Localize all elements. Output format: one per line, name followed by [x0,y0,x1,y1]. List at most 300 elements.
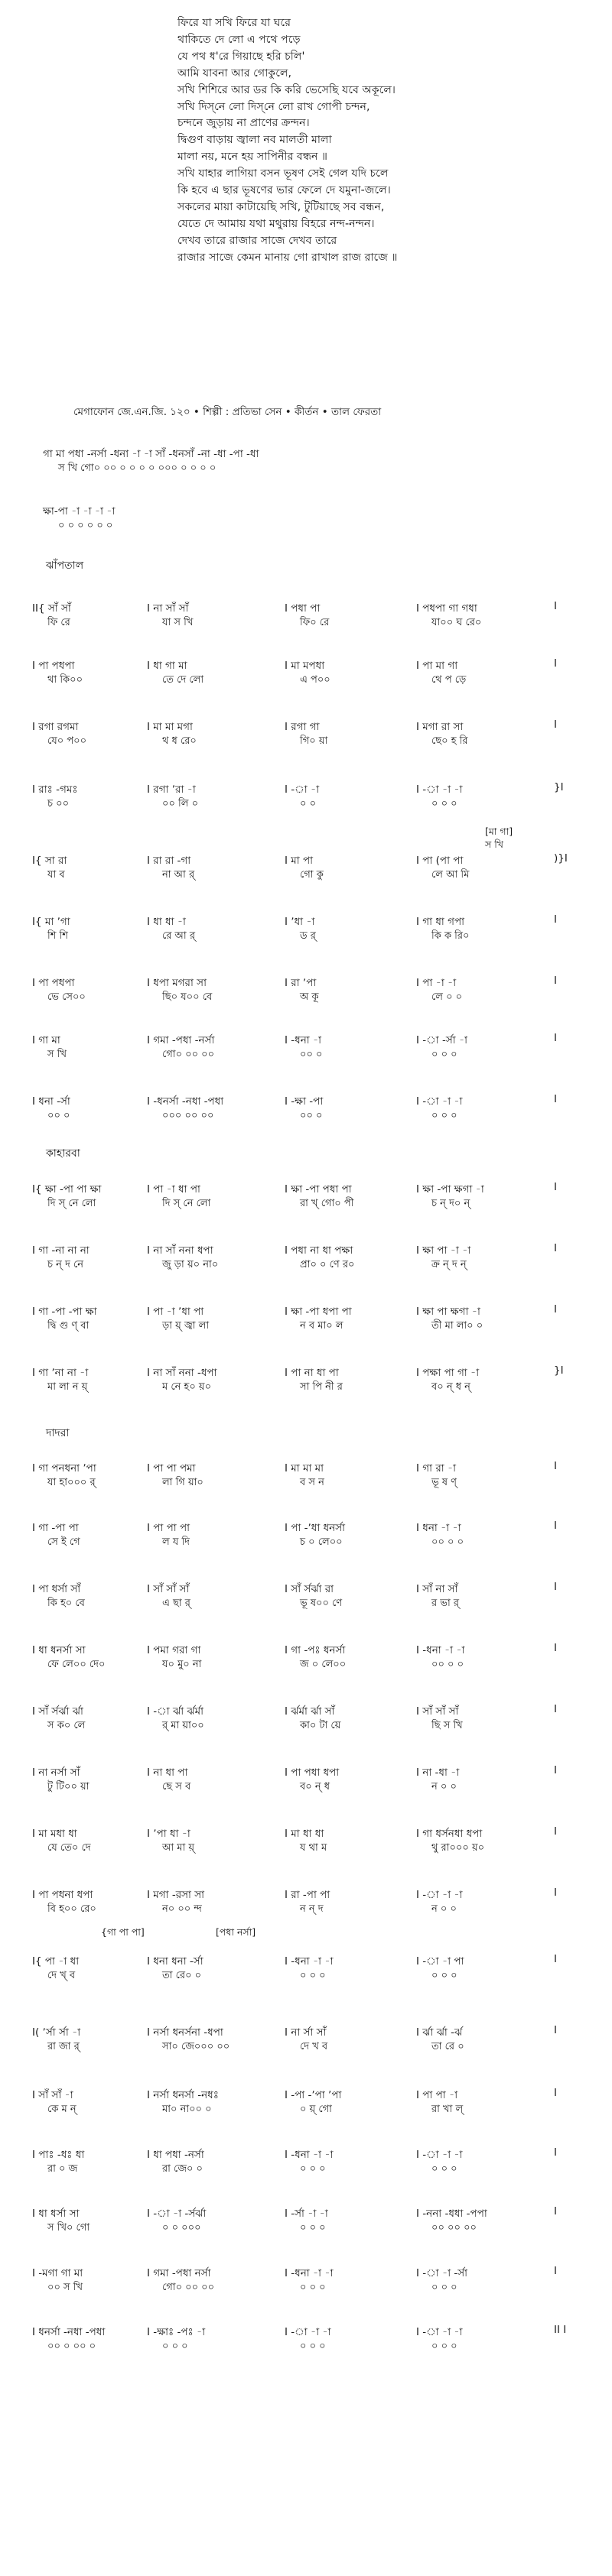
bani-line [0,1475,612,1491]
bani-group: তী মা লা০ ০ [431,1320,483,1332]
swara-group: I মগা রা সা [416,721,464,733]
swara-group: I গা -না না না [32,1244,90,1257]
bani-group: ন০ ০০ ন্দ [162,1903,202,1915]
swara-group: I -ধনা -া -া [285,1955,334,1968]
swara-group: I রাঃ -গমঃ [32,784,78,796]
bani-group: ০ ০ ০ [431,1049,457,1060]
swara-group: I{ পা -া ধা [32,1955,80,1968]
bani-line [0,1780,612,1795]
swara-group: I মা মধা ধা [32,1828,77,1840]
bani-group: ভূ ষ ণ্‌ [431,1477,457,1488]
swara-line [0,2205,612,2221]
bani-group: কি হ০ বে [47,1598,85,1609]
swara-group: I পা -া ধা পা [147,1183,200,1196]
ornament-note: [মা গা] স খি [485,826,513,850]
bani-group: ০০ ০ ০ [431,1536,464,1548]
bani-group: ফি রে [47,617,70,628]
swara-group: I না র্সা সাঁ [285,2026,327,2039]
bani-group: চ ০ লে০০ [300,1536,343,1548]
swara-group: I ধা গা মা [147,660,187,672]
bani-group: লে আ মি [431,869,470,881]
swara-line [0,1887,612,1902]
bani-group: ০ ০ ০ [431,1110,457,1121]
swara-group: I -পা -ʼপা ʼপা [285,2089,342,2101]
bani-group: দে খ্‌ ব [47,1970,76,1981]
bani-line [0,615,612,631]
bani-line [0,2221,612,2236]
swara-group: I গা পনধনা ʼপা [32,1462,96,1475]
swara-line [0,446,612,461]
bani-line [0,1596,612,1611]
swara-group: I গা -পঃ ধনর্সা [285,1644,346,1656]
swara-group: I সাঁ না সাঁ [416,1583,458,1595]
bani-group: রে আ র্ [162,930,196,942]
bani-group: ০ ০ ০ [162,2341,188,2352]
bani-group: ০ ০ ০ [431,798,457,809]
bani-group: মা০ না০০ ০ [162,2104,212,2115]
bani-group: ছে স ব [162,1781,191,1792]
bani-group: রা খ্‌ গো০ পী [300,1198,354,1209]
swara-group: I গা ধর্সনধা ধপা [416,1828,483,1840]
tala-label: কাহারবা [46,1147,80,1160]
bani-group: ভে সে০০ [47,991,86,1003]
bani-group: ফে লে০০ দে০ [47,1659,106,1670]
bani-group: যা স খি [162,617,194,628]
bani-group: য থা ম [300,1842,327,1854]
bani-group: যা০০ ঘ রে০ [431,617,482,628]
swara-group: I -মগা গা মা [32,2267,83,2279]
swara-line [0,913,612,929]
swara-group: I মা ধা ধা [285,1828,324,1840]
swara-group: I -া -া [285,784,320,796]
swara-group: I পা পধপা [32,660,75,672]
bani-group: য০ মু০ না [162,1659,202,1670]
swara-group: I পাঃ -ধঃ ধা [32,2149,85,2161]
lyric-line: রাজার সাজে কেমন মানায় গো রাখাল রাজ রাজে ॥ [177,251,398,264]
lyric-line: সখি যাহার লাগিয়া বসন ভূষণ সেই গেল যদি চলে [177,167,389,180]
swara-group: ক্ষা-পা -া -া -া -া [43,505,116,517]
swara-group: I মগা -রসা সা [147,1889,205,1901]
swara-group: I পধা না ধা পক্ষা [285,1244,353,1257]
bani-group: ০০ ০ [47,1110,70,1121]
swara-group: I [554,975,557,987]
bani-group: স খি [47,1049,67,1060]
swara-group: II I [554,2324,567,2336]
swara-group: I -া -া -া [416,784,463,796]
tala-label: দাদরা [46,1427,70,1439]
swara-group: I ধা পধা -নর্সা [147,2149,204,2161]
swara-group: I পা -া -া [416,977,457,989]
lyric-line: চন্দনে জুড়ায় না প্রাণের ক্রন্দন। [177,117,310,130]
bani-group: ০ ০ ০০০ [162,2222,201,2234]
bani-group: তে দে লো [162,674,204,686]
swara-line [0,852,612,868]
swara-group: I -া -া -া [416,2326,463,2338]
swara-group: I ক্ষা -পা পধা পা [285,1183,352,1196]
swara-group: I [554,1460,557,1472]
bani-group: ন ০ ০ [431,1781,457,1792]
swara-group: I [554,1032,557,1044]
bani-line [0,1535,612,1550]
bani-line [0,2039,612,2055]
swara-group: I রগা ʼরা -া [147,784,196,796]
lyric-line: থাকিতে দে লো এ পথে পড়ে [177,33,301,46]
bani-group: ০০ ০ ০০ ০ [47,2341,96,2352]
bani-group: ন ব মা০ ল [300,1320,343,1332]
swara-group: I পা পধা ধপা [285,1767,340,1779]
bani-group: গো০ ০০ ০০ [162,1049,215,1060]
swara-group: I গা মা [32,1034,60,1046]
swara-line [0,1093,612,1108]
swara-group: I গা রা -া [416,1462,457,1475]
bani-group: দি স্‌ নে লো [162,1198,211,1209]
swara-line [0,1642,612,1657]
swara-group: I [554,1581,557,1593]
bani-line [0,1968,612,1984]
ornament-line [0,1926,612,1953]
swara-line [0,1181,612,1196]
bani-group: যে তে০ দে [47,1842,91,1854]
swara-group: I ধনর্সা -নধা -পধা [32,2326,106,2338]
bani-line [0,1841,612,1856]
swara-group: I -ধনা -া -া [285,2149,334,2161]
bani-group: রা ০ জ [47,2163,78,2175]
bani-group: ০ ০ ০ [300,2341,326,2352]
bani-group: সে ই গে [47,1536,80,1548]
bani-group: তা রে০ ০ [162,1970,202,1981]
bani-group: ০০ ০০ ০০ [431,2222,477,2234]
swara-group: I পা পধপা [32,977,75,989]
bani-line [0,734,612,749]
bani-group: দে খ ব [300,2041,328,2052]
bani-group: ন ০ ০ [431,1903,457,1915]
song-lyrics [177,15,591,267]
bani-group: লা গি য়া০ [162,1477,203,1488]
swara-group: I -া -া -া [416,2149,463,2161]
swara-group: I পমা গরা গা [147,1644,201,1656]
tala-label: ঝাঁপতাল [46,560,84,572]
swara-group: I রা ʼপা [285,977,317,989]
swara-group: I মা মা মগা [147,721,193,733]
bani-group: যা হা০০০ র্‌ [47,1477,96,1488]
swara-group: I সাঁ সাঁ -া [32,2089,73,2101]
lyric-line: যে পথ ধ'রে গিয়াছে হরি চলি' [177,50,305,63]
swara-group: I ক্ষা পা ক্ষগা -া [416,1306,480,1318]
swara-group: I ধা ধা -া [147,916,186,928]
bani-group: থু রা০০০ য়০ [431,1842,485,1854]
bani-group: অ কূ [300,991,319,1003]
swara-group: II{ সাঁ সাঁ [32,602,71,615]
swara-group: I রগা রগমা [32,721,79,733]
bani-line [0,1657,612,1672]
bani-group: না আ র্ [162,869,195,881]
swara-group: I [554,1703,557,1715]
bani-group: ০ ০ ০ [300,2222,326,2234]
swara-group: )}I [554,852,568,865]
swara-group: I{ মা ʼগা [32,916,70,928]
swara-group: I -ননা -ধধা -পপা [416,2208,487,2220]
lyric-line: আমি যাবনা আর গোকুলে, [177,67,292,79]
swara-group: I [554,2087,557,2099]
bani-group: ০ ০ ০ [431,2163,457,2175]
swara-group: }I [554,1364,564,1377]
swara-group: I না সাঁ সাঁ [147,602,189,615]
swara-line [0,975,612,990]
lyric-line: সখি শিশিরে আর ডর কি করি ভেসেছি যবে অকূলে। [177,83,396,96]
bani-group: শি শি [47,930,68,942]
swara-group: I মা মপধা [285,660,325,672]
lyric-line: সখি দিস্‌নে লো দিস্‌নে লো রাখ গোপী চন্দন, [177,100,370,113]
bani-group: ভূ ষ০০ ণে [300,1598,343,1609]
swara-group: I গমা -পধা নর্সা [147,2267,211,2279]
swara-line [0,657,612,673]
swara-group: I না সাঁ ননা -ধপা [147,1367,217,1379]
bani-group: র্‌ মা য়া০০ [162,1720,204,1731]
bani-group: ছে০ হ রি [431,735,468,747]
swara-group: I পা (পা পা [416,855,464,867]
bani-group: ০০ লি ০ [162,798,199,809]
bani-group: ছি০ য০০ বে [162,991,213,1003]
swara-line [0,2024,612,2039]
bani-line [0,673,612,688]
swara-group: I -ধনা -া -া [416,1644,465,1656]
swara-line [0,600,612,615]
swara-group: গা মা পধা -নর্সা -ধনা -া -া সাঁ -ধনসাঁ -না -ধা -পা -ধা [43,448,259,460]
bani-group: কা০ টা য়ে [300,1720,341,1731]
bani-group: এ প০০ [300,674,330,686]
swara-group: I -ধনা -া -া [285,2267,334,2279]
swara-group: I -া -া -া [416,1889,463,1901]
swara-group: I -া -া পা [416,1955,464,1968]
swara-line [0,2146,612,2162]
bani-group: ০ ০ [300,798,317,809]
swara-group: I ক্ষা -পা ধপা পা [285,1306,352,1318]
swara-group: I -র্সা -া -া [285,2208,328,2220]
swara-group: I -া র্ঝা র্ঝর্মা [147,1705,204,1718]
bani-line [0,990,612,1005]
bani-line [0,2162,612,2177]
swara-line [0,2087,612,2102]
swara-group: I পা পা পা [147,1522,190,1534]
bani-line [0,796,612,812]
swara-group: I [554,1953,557,1965]
bani-group: কি ক রি০ [431,930,470,942]
swara-line [0,1303,612,1319]
bani-group: কে ম ন্‌ [47,2104,76,2115]
bani-line [0,461,612,476]
swara-group: I নর্সা ধনর্সনা -ধপা [147,2026,223,2039]
swara-line [0,1460,612,1475]
bani-group: আ মা য়্‌ [162,1842,195,1854]
lyric-line: যেতে দে আমায় যথা মথুরায় বিহরে নন্দ-নন্দন। [177,217,375,230]
swara-group: I মা মা মা [285,1462,324,1475]
swara-group: I ধা ধনর্সা সা [32,1644,86,1656]
swara-group: I [554,2146,557,2159]
swara-line [0,1520,612,1535]
bani-group: জ ০ লে০০ [300,1659,347,1670]
bani-group: ব০ ন্‌ ধ ন্‌ [431,1381,470,1393]
bani-group: ল য দি [162,1536,190,1548]
swara-group: I মা পা [285,855,314,867]
bani-group: প্রা০ ০ ণে র০ [300,1259,355,1270]
swara-line [0,1581,612,1596]
bani-line [0,2102,612,2117]
swara-line [0,1953,612,1968]
swara-group: I ধা ধর্সা সা [32,2208,80,2220]
bani-group: স খি০ গো [47,2222,90,2234]
swara-group: I{ সা রা [32,855,67,867]
bani-group: ক্র ন্‌ দ ন্‌ [431,1259,467,1270]
bani-group: ০ ০ ০ [431,2282,457,2293]
swara-group: I [554,1887,557,1899]
swara-group: I [554,1642,557,1654]
swara-group: I [554,1764,557,1776]
bani-group: ০ ০ ০ [300,2163,326,2175]
bani-group: চ ন্‌ দ০ ন্‌ [431,1198,470,1209]
swara-group: I [554,1825,557,1838]
swara-line [0,1032,612,1047]
swara-group: I র্ঝা র্ঝা -র্ঝ [416,2026,463,2039]
bani-group: স খি গো০ ০০ ০ ০ ০ ০ ০০০ ০ ০ ০ ০ [58,462,216,474]
swara-group: I পা মা গা [416,660,458,672]
swara-group: I [554,600,557,612]
record-credit: মেগাফোন জে.এন.জি. ১২০ • শিল্পী : প্রতিভা সেন • কীর্তন • তাল ফেরতা [73,406,382,418]
swara-group: I সাঁ সাঁ সাঁ [147,1583,190,1595]
swara-group: I ʼধা -া [285,916,315,928]
bani-group: ০ ০ ০ [431,1970,457,1981]
swara-group: I ʼপা ধা -া [147,1828,190,1840]
swara-group: I ধপা মগরা সা [147,977,207,989]
swara-group: }I [554,781,564,793]
bani-group: জু ড়া য়০ না০ [162,1259,219,1270]
bani-group: ০০ ০ ০ [431,1659,464,1670]
bani-group: মা লা ন য়্‌ [47,1381,88,1393]
bani-group: সা০ জে০০০ ০০ [162,2041,230,2052]
bani-group: এ ছা র্‌ [162,1598,190,1609]
swara-line [0,503,612,518]
bani-group: ড র্ [300,930,316,942]
bani-group: ফি০ রে [300,617,330,628]
swara-group: I [554,657,557,670]
ornament-note: {গা পা পা] [101,1926,145,1938]
bani-line [0,868,612,883]
bani-group: যে০ প০০ [47,735,87,747]
swara-group: I -া -া -া [285,2326,331,2338]
bani-line [0,1718,612,1734]
bani-group: ড়া য়্‌ জ্বা লা [162,1320,210,1332]
swara-group: I -ক্ষাঃ -পঃ -া [147,2326,206,2338]
bani-group: দি স্‌ নে লো [47,1198,96,1209]
swara-line [0,1364,612,1380]
bani-group: স ক০ লে [47,1720,86,1731]
bani-group: ব স ন [300,1477,324,1488]
swara-group: I( ʼর্সা র্সা -া [32,2026,81,2039]
bani-line [0,1902,612,1917]
bani-group: ০০০ ০০ ০০ [162,1110,214,1121]
bani-group: র ভা র্‌ [431,1598,460,1609]
bani-group: যা ব [47,869,65,881]
swara-group: I [554,2205,557,2218]
swara-group: I [554,1303,557,1316]
bani-group: বি হ০০ রে০ [47,1903,96,1915]
swara-group: I পা পা পমা [147,1462,196,1475]
bani-group: ম নে হ০ য়০ [162,1381,212,1393]
bani-group: ০০ স খি [47,2282,83,2293]
swara-group: I -ধনর্সা -নধা -পধা [147,1095,224,1108]
bani-line [0,1380,612,1395]
bani-group: সা পি নী র [300,1381,343,1393]
ornament-note: [পধা নর্সা] [216,1926,256,1938]
swara-group: I গা -পা পা [32,1522,79,1534]
bani-line [0,518,612,534]
swara-group: I ধনা ধনা -র্সা [147,1955,203,1968]
swara-group: I রা -পা পা [285,1889,330,1901]
swara-group: I ধনা -া -া [416,1522,461,1534]
bani-line [0,929,612,944]
bani-line [0,1257,612,1273]
bani-group: ০ ০ ০ ০ ০ ০ [58,520,113,531]
swara-line [0,781,612,796]
swara-line [0,1825,612,1841]
swara-line [0,1703,612,1718]
swara-group: I পধা পা [285,602,321,615]
swara-line [0,719,612,734]
swara-group: I না ধা পা [147,1767,188,1779]
swara-group: I [554,913,557,926]
bani-line [0,2339,612,2354]
swara-group: I পধপা গা গধা [416,602,477,615]
swara-group: I সাঁ র্সর্ঝা র্ঝা [32,1705,83,1718]
swara-group: I ক্ষা পা -া -া [416,1244,471,1257]
swara-group: I না -ধা -া [416,1767,460,1779]
lyric-line: দ্বিগুণ বাড়ায় জ্বালা নব মালতী মালা [177,134,332,147]
swara-group: I গা ʼনা না -া [32,1367,89,1379]
lyric-line: সকলের মায়া কাটায়েছি সখি, টুটিয়াছে সব বন্ধন, [177,200,385,213]
swara-group: I পা পধনা ধপা [32,1889,93,1901]
swara-group: I পা না ধা পা [285,1367,339,1379]
bani-group: থ ধ রে০ [162,735,197,747]
bani-group: ০ ০ ০ [431,2341,457,2352]
swara-group: I [554,719,557,731]
swara-group: I ধনা -র্সা [32,1095,70,1108]
swara-line [0,2324,612,2339]
swara-group: I -ধনা -া [285,1034,322,1046]
swara-group: I গা -পা -পা ক্ষা [32,1306,97,1318]
bani-group: রা খা ল্‌ [431,2104,464,2115]
swara-group: I [554,1520,557,1532]
swara-group: I [554,2265,557,2277]
swara-group: I না নর্সা সাঁ [32,1767,80,1779]
bani-group: লে ০ ০ [431,991,463,1003]
ornament-line [0,825,612,852]
bani-group: চ ন্‌ দ নে [47,1259,84,1270]
bani-group: তা রে ০ [431,2041,464,2052]
swara-group: I -া -র্সা -া [416,1034,468,1046]
swara-group: I ক্ষা -পা ক্ষগা -া [416,1183,484,1196]
swara-group: I রগা গা [285,721,320,733]
bani-group: চ ০০ [47,798,70,809]
swara-group: I নর্সা ধনর্সা -নধঃ [147,2089,219,2101]
swara-group: I [554,1093,557,1105]
bani-group: ০ ০ ০ [300,1970,326,1981]
swara-group: I -ক্ষা -পা [285,1095,324,1108]
swara-group: I পা ধর্সা সাঁ [32,1583,81,1595]
swara-group: I -া -া -া [416,1095,463,1108]
bani-line [0,1108,612,1124]
bani-group: গো০ ০০ ০০ [162,2282,215,2293]
swara-group: I পক্ষা পা গা -া [416,1367,480,1379]
bani-group: ০ য়্‌ গো [300,2104,332,2115]
